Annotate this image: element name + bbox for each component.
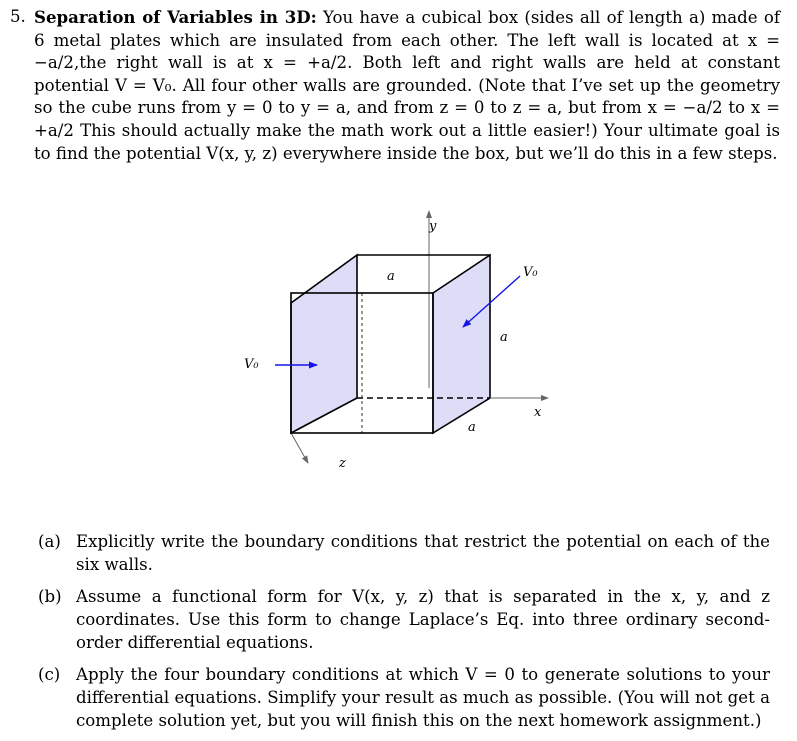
edge-label-top: a	[387, 269, 395, 284]
edge-label-right: a	[500, 330, 508, 345]
problem-statement	[10, 6, 780, 165]
part-marker: (a)	[38, 532, 61, 551]
part-marker: (b)	[38, 587, 62, 606]
left-potential-label: V₀	[244, 357, 259, 372]
y-axis-label: y	[429, 219, 437, 234]
cube-diagram	[200, 205, 600, 485]
left-wall	[291, 255, 357, 433]
part-marker: (c)	[38, 665, 61, 684]
part-text: Apply the four boundary conditions at which V = 0 to generate solutions to your differential equations. Simplify your result as much as possible. (You will not get a complete solution yet, but you will finish this on the next homework assignment.)	[76, 665, 770, 730]
problem-title: Separation of Variables in 3D:	[34, 7, 317, 27]
right-wall	[433, 255, 490, 433]
part-a	[38, 530, 770, 576]
z-axis	[291, 433, 308, 463]
problem-text: You have a cubical box (sides all of length a) made of 6 metal plates which are insulated from each other. The left wall is located at x = −a/2,the right wall is at x = +a/2. Both left and right walls are held at constant potential V = V₀. All four other walls are grounded. (Note that I’ve set up the geometry so the cube runs from y = 0 to y = a, and from z = 0 to z = a, but from x = −a/2 to x = +a/2 This should actually make the math work out a little easier!) Your ultimate goal is to find the potential V(x, y, z) everywhere inside the box, but we’ll do this in a few steps.	[34, 8, 780, 163]
part-text: Assume a functional form for V(x, y, z) that is separated in the x, y, and z coordinates. Use this form to change Laplace’s Eq. into three ordinary second-order differential equations.	[76, 587, 770, 652]
problem-number: 5.	[10, 7, 26, 26]
problem-parts	[38, 530, 770, 741]
right-potential-label: V₀	[523, 265, 538, 280]
part-text: Explicitly write the boundary conditions that restrict the potential on each of the six walls.	[76, 532, 770, 574]
cube-figure	[200, 205, 600, 485]
part-c	[38, 663, 770, 732]
part-b	[38, 585, 770, 654]
z-axis-label: z	[339, 456, 346, 471]
problem-body	[34, 6, 780, 165]
x-axis-label: x	[534, 405, 542, 420]
edge-label-bottom: a	[468, 420, 476, 435]
